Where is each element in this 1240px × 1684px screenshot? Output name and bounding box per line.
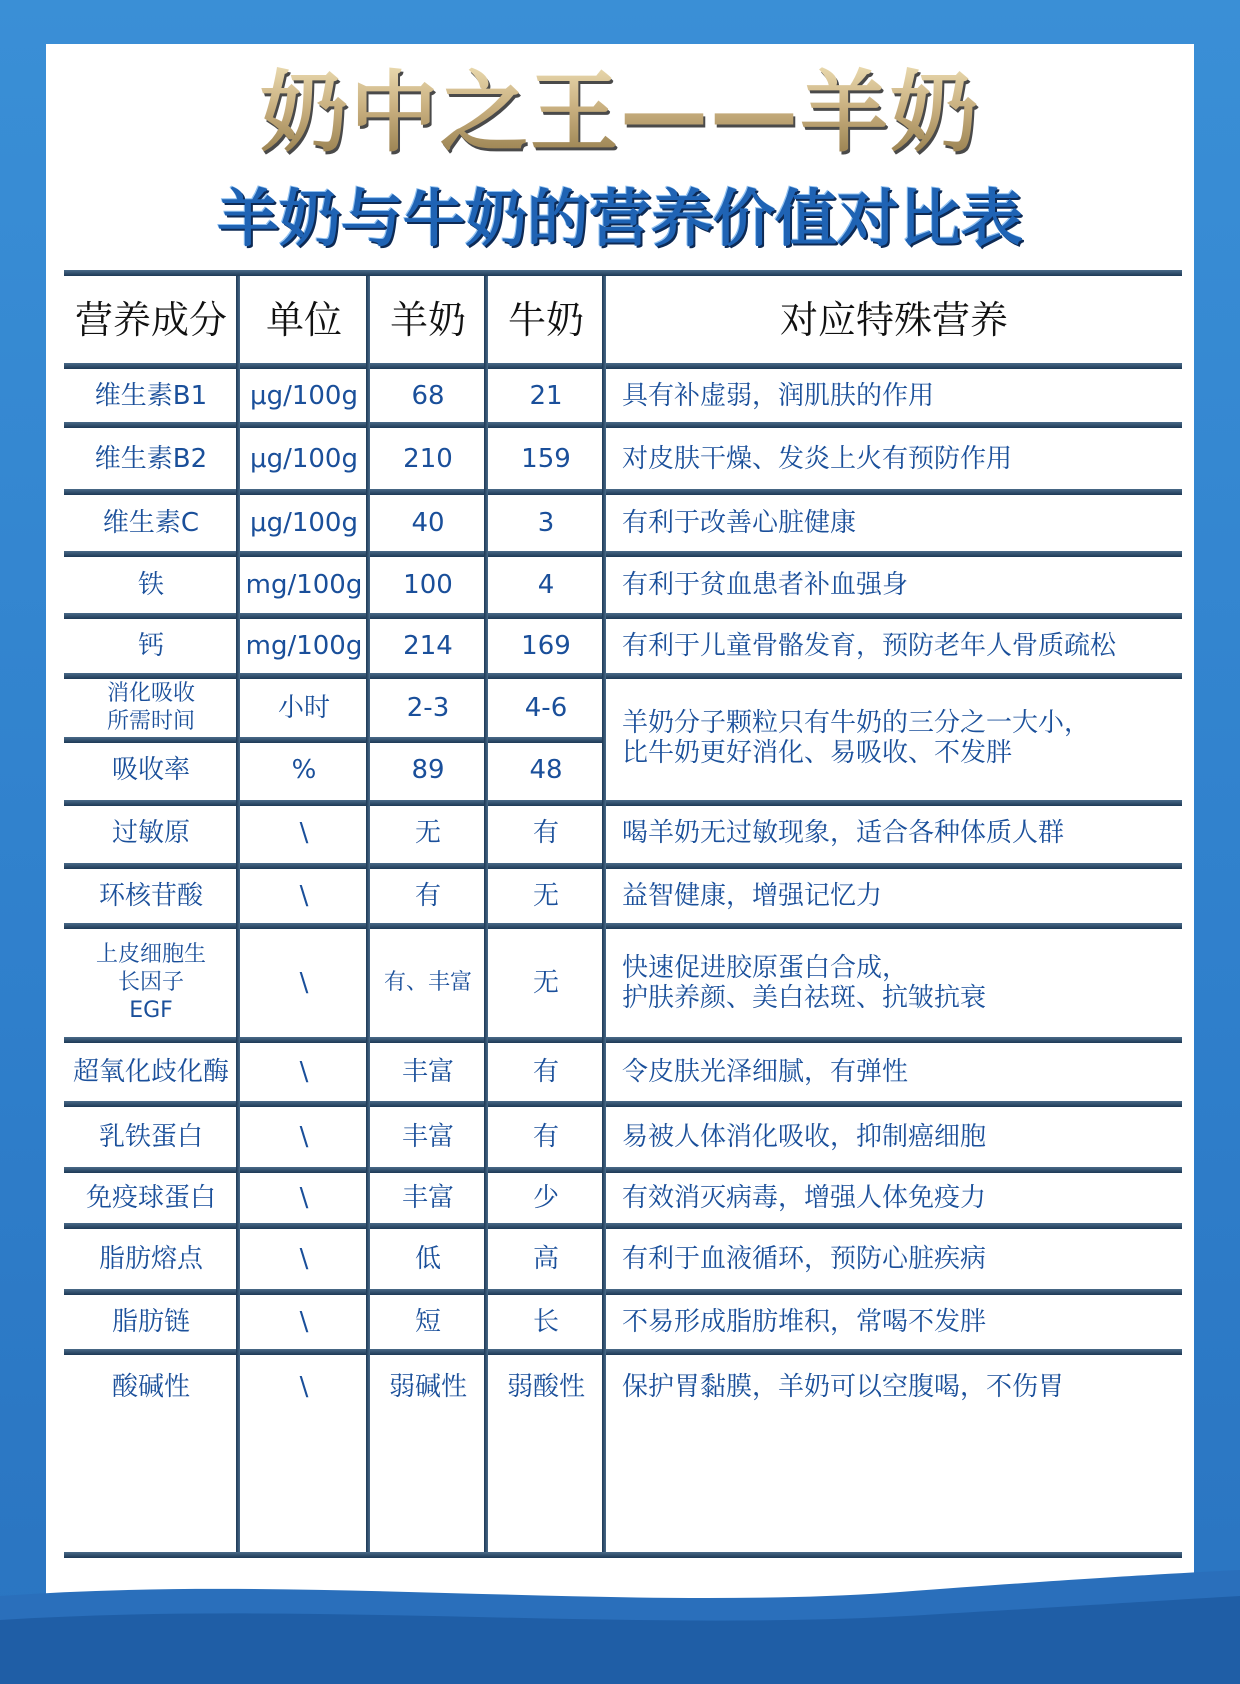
cow-milk-value: 159 — [521, 443, 571, 474]
goat-milk-value: 2-3 — [406, 693, 450, 723]
cow-milk-value: 48 — [529, 755, 563, 785]
cow-milk-value: 无 — [532, 881, 559, 911]
benefit-text: 易被人体消化吸收，抑制癌细胞 — [622, 1122, 987, 1152]
row-divider — [64, 363, 1182, 369]
nutrient-name: 上皮细胞生 长因子 EGF — [95, 942, 206, 1023]
goat-milk-value: 短 — [414, 1307, 441, 1337]
goat-milk-value: 无 — [414, 818, 441, 848]
row-divider — [64, 422, 1182, 428]
unit-value: 小时 — [277, 693, 330, 723]
nutrient-name: 过敏原 — [111, 818, 190, 848]
cow-milk-value: 4-6 — [524, 693, 568, 723]
goat-milk-value: 210 — [403, 443, 453, 474]
unit-value: \ — [299, 1372, 309, 1402]
row-divider — [64, 923, 1182, 929]
goat-milk-value: 40 — [411, 508, 445, 538]
nutrient-name: 免疫球蛋白 — [85, 1183, 216, 1213]
goat-milk-value: 89 — [411, 755, 445, 785]
nutrient-name: 环核苷酸 — [98, 881, 203, 911]
header-cow-milk: 牛奶 — [507, 297, 584, 342]
header-unit: 单位 — [265, 297, 342, 342]
table-row — [64, 1040, 1182, 1104]
goat-milk-value: 丰富 — [401, 1057, 454, 1087]
column-divider — [484, 276, 488, 1552]
nutrient-name: 维生素B1 — [94, 380, 208, 411]
header-goat-milk: 羊奶 — [389, 297, 466, 342]
unit-value: \ — [299, 1122, 309, 1152]
goat-milk-value: 低 — [414, 1244, 441, 1274]
row-divider — [64, 613, 1182, 619]
nutrient-name: 钙 — [137, 631, 164, 661]
unit-value: mg/100g — [245, 631, 363, 661]
benefit-text: 有利于改善心脏健康 — [622, 508, 857, 538]
cow-milk-value: 有 — [532, 818, 559, 848]
row-divider — [64, 489, 1182, 495]
table-row — [64, 1292, 1182, 1352]
table-row — [64, 800, 1182, 866]
comparison-table — [64, 270, 1182, 1560]
table-row — [64, 1352, 1182, 1422]
merged-benefit-text: 羊奶分子颗粒只有牛奶的三分之一大小， 比牛奶更好消化、易吸收、不发胖 — [622, 708, 1091, 768]
table-row — [64, 1170, 1182, 1226]
table-row — [64, 554, 1182, 616]
nutrient-name: 消化吸收 所需时间 — [106, 681, 195, 734]
unit-value: \ — [299, 1057, 309, 1087]
cow-milk-value: 有 — [532, 1057, 559, 1087]
benefit-text: 有利于血液循环，预防心脏疾病 — [622, 1244, 987, 1274]
page-title: 奶中之王——羊奶 — [46, 58, 1194, 168]
column-divider — [366, 276, 370, 1552]
header-benefit: 对应特殊营养 — [779, 297, 1008, 342]
nutrient-name: 吸收率 — [111, 755, 190, 785]
nutrient-name: 脂肪熔点 — [98, 1244, 203, 1274]
table-row — [64, 366, 1182, 425]
goat-milk-value: 68 — [411, 380, 445, 411]
nutrient-name: 维生素C — [102, 508, 200, 538]
row-divider — [64, 1101, 1182, 1107]
cow-milk-value: 3 — [537, 508, 555, 538]
goat-milk-value: 丰富 — [401, 1122, 454, 1152]
row-divider — [64, 1167, 1182, 1173]
table-row — [64, 1226, 1182, 1292]
cow-milk-value: 4 — [537, 570, 555, 600]
benefit-text: 令皮肤光泽细腻，有弹性 — [622, 1057, 909, 1087]
row-divider — [64, 1037, 1182, 1043]
cow-milk-value: 高 — [532, 1244, 559, 1274]
benefit-text: 益智健康，增强记忆力 — [622, 881, 883, 911]
cow-milk-value: 少 — [532, 1183, 559, 1213]
row-divider — [64, 1349, 1182, 1355]
benefit-text: 对皮肤干燥、发炎上火有预防作用 — [622, 443, 1013, 474]
row-divider — [64, 551, 1182, 557]
benefit-text: 有利于贫血患者补血强身 — [622, 570, 909, 600]
unit-value: mg/100g — [245, 570, 363, 600]
nutrient-name: 脂肪链 — [111, 1307, 190, 1337]
cow-milk-value: 长 — [532, 1307, 559, 1337]
benefit-text: 保护胃黏膜，羊奶可以空腹喝，不伤胃 — [622, 1372, 1065, 1402]
nutrient-name: 超氧化歧化酶 — [72, 1057, 229, 1087]
goat-milk-value: 丰富 — [401, 1183, 454, 1213]
column-divider — [236, 276, 240, 1552]
unit-value: \ — [299, 818, 309, 848]
benefit-text: 快速促进胶原蛋白合成， 护肤养颜、美白祛斑、抗皱抗衰 — [622, 953, 987, 1013]
benefit-text: 有利于儿童骨骼发育，预防老年人骨质疏松 — [622, 631, 1117, 661]
unit-value: % — [291, 755, 317, 785]
unit-value: \ — [299, 1244, 309, 1274]
nutrient-name: 乳铁蛋白 — [98, 1122, 203, 1152]
goat-milk-value: 有、丰富 — [383, 970, 472, 995]
row-divider — [64, 1289, 1182, 1295]
nutrient-name: 维生素B2 — [94, 443, 208, 474]
row-divider — [64, 673, 1182, 679]
table-row — [64, 616, 1182, 676]
row-divider — [64, 800, 1182, 806]
unit-value: \ — [299, 968, 309, 998]
table-row — [64, 926, 1182, 1040]
table-row — [64, 1104, 1182, 1170]
goat-milk-value: 有 — [414, 881, 441, 911]
benefit-text: 喝羊奶无过敏现象，适合各种体质人群 — [622, 818, 1065, 848]
table-row — [64, 425, 1182, 492]
row-divider — [64, 1223, 1182, 1229]
unit-value: μg/100g — [250, 443, 358, 474]
goat-milk-value: 214 — [403, 631, 453, 661]
table-row — [64, 866, 1182, 926]
cow-milk-value: 无 — [532, 968, 559, 998]
unit-value: μg/100g — [250, 508, 358, 538]
goat-milk-value: 弱碱性 — [388, 1372, 467, 1402]
benefit-text: 具有补虚弱，润肌肤的作用 — [622, 380, 935, 411]
nutrient-name: 酸碱性 — [111, 1372, 190, 1402]
benefit-text: 不易形成脂肪堆积，常喝不发胖 — [622, 1307, 987, 1337]
benefit-text: 有效消灭病毒，增强人体免疫力 — [622, 1183, 987, 1213]
row-divider-partial — [64, 737, 606, 743]
cow-milk-value: 21 — [529, 380, 563, 411]
column-divider — [602, 276, 606, 1552]
goat-milk-value: 100 — [403, 570, 453, 600]
header-nutrient: 营养成分 — [74, 297, 227, 342]
row-divider — [64, 863, 1182, 869]
unit-value: \ — [299, 1183, 309, 1213]
table-row — [64, 492, 1182, 554]
page-subtitle: 羊奶与牛奶的营养价值对比表 — [216, 182, 1023, 255]
unit-value: \ — [299, 881, 309, 911]
cow-milk-value: 169 — [521, 631, 571, 661]
cow-milk-value: 有 — [532, 1122, 559, 1152]
cow-milk-value: 弱酸性 — [506, 1372, 585, 1402]
row-divider — [64, 270, 1182, 276]
nutrient-name: 铁 — [137, 570, 164, 600]
row-divider — [64, 1552, 1182, 1558]
unit-value: \ — [299, 1307, 309, 1337]
unit-value: μg/100g — [250, 380, 358, 411]
table-header — [64, 276, 1182, 363]
